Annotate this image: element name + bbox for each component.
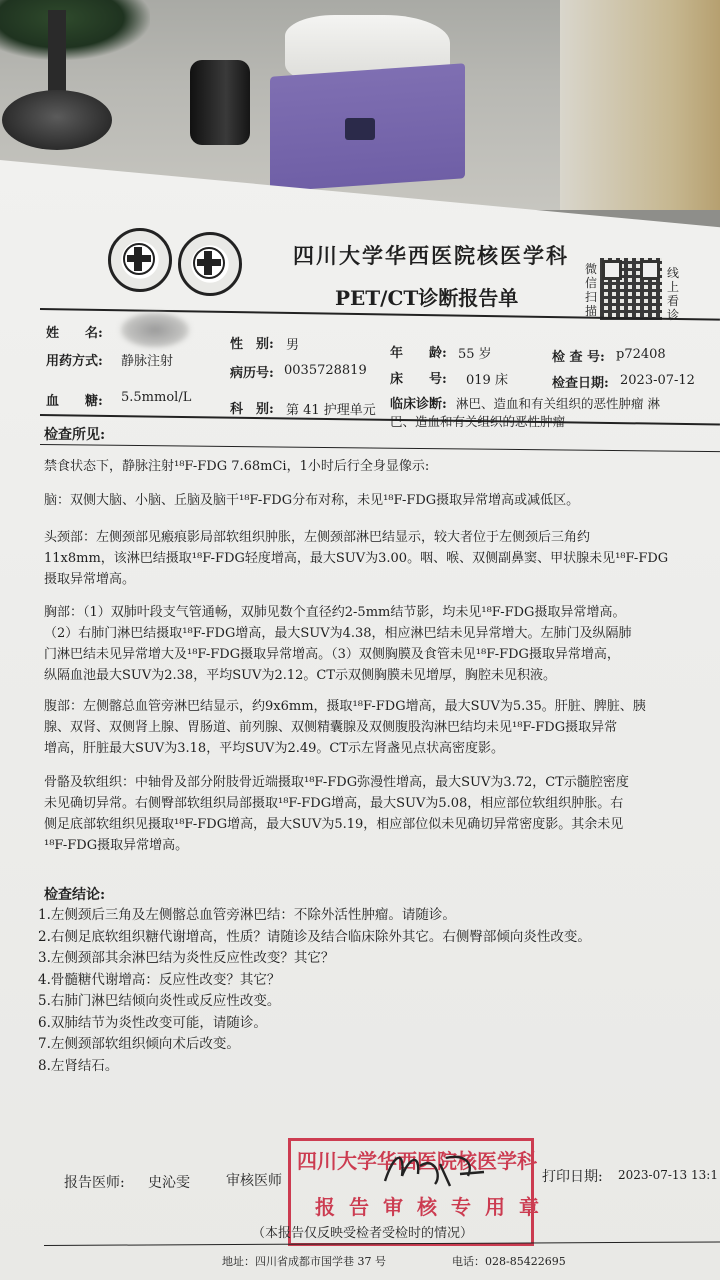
qr-label-right: 线 上 看 诊 — [666, 266, 679, 322]
hospital-phone: 电话：028-85422695 — [452, 1255, 566, 1268]
bed-value: 019 床 — [466, 373, 508, 388]
dept-label: 科 别: — [230, 402, 274, 417]
exam-no-label: 检 查 号: — [552, 350, 605, 365]
findings-brain: 脑：双侧大脑、小脑、丘脑及脑干¹⁸F-FDG分布对称，未见¹⁸F-FDG摄取异常增高或减低区。 — [44, 493, 580, 508]
route-value: 静脉注射 — [121, 354, 174, 369]
print-date-value: 2023-07-13 13:1 — [618, 1168, 718, 1182]
background-wall — [560, 0, 720, 210]
gender-value: 男 — [286, 338, 300, 353]
findings-heading: 检查所见: — [44, 427, 106, 443]
hospital-logo-left-icon — [108, 228, 172, 292]
diagnosis-label: 临床诊断: — [390, 397, 447, 412]
findings-fasting: 禁食状态下，静脉注射¹⁸F-FDG 7.68mCi，1小时后行全身显像示: — [44, 459, 430, 474]
findings-bone: 骨骼及软组织：中轴骨及部分附肢骨近端摄取¹⁸F-FDG弥漫性增高，最大SUV为3.72，CT示髓腔密度 未见确切异常。右侧臀部软组织局部摄取¹⁸F-FDG增高，最大SUV为5.08，相应部位软组织肿胀。右 侧足底部软组织见摄取¹⁸F-FDG增高，最大SUV为5.19，相应部位似未见确切异常密度影。其余未见 ¹⁸F-FDG摄取异常增高。 — [44, 775, 629, 853]
bed-label: 床 号: — [390, 372, 447, 387]
official-stamp: 四川大学华西医院核医学科 报告审核专用章 — [288, 1138, 534, 1246]
record-label: 病历号: — [230, 366, 274, 381]
hospital-title: 四川大学华西医院核医学科 — [293, 243, 569, 268]
glucose-label: 血 糖: — [46, 394, 103, 409]
conclusion-item: 6.双肺结节为炎性改变可能，请随诊。 — [38, 1014, 267, 1031]
conclusion-item: 5.右肺门淋巴结倾向炎性或反应性改变。 — [38, 993, 281, 1009]
conclusion-heading: 检查结论: — [44, 887, 106, 903]
report-title: PET/CT诊断报告单 — [335, 286, 519, 310]
record-value: 0035728819 — [284, 363, 367, 378]
qr-code-icon[interactable] — [600, 258, 662, 320]
findings-abdomen: 腹部：左侧髂总血管旁淋巴结显示，约9x6mm，摄取¹⁸F-FDG增高，最大SUV为5.35。肝脏、脾脏、胰 腺、双肾、双侧肾上腺、胃肠道、前列腺、双侧精囊腺及双侧腹股沟淋巴结均未见¹⁸F-FDG摄取异常 增高，肝脏最大SUV为3.18，平均SUV为2.49。CT示左肾盏见点状高密度影。 — [44, 699, 646, 756]
review-doctor-label: 审核医师 — [226, 1173, 282, 1189]
redacted-name-blur — [120, 312, 190, 348]
diagnosis-value-line2: 巴、造血和有关组织的恶性肿瘤 — [390, 414, 566, 429]
dept-value: 第 41 护理单元 — [286, 403, 376, 418]
report-doctor-name: 史沁雯 — [148, 1175, 190, 1191]
conclusion-item: 8.左肾结石。 — [38, 1057, 119, 1074]
hospital-logo-right-icon — [178, 232, 242, 296]
diagnosis-value-line1: 淋巴、造血和有关组织的恶性肿瘤 淋 — [456, 396, 660, 411]
report-doctor-label: 报告医师: — [64, 1175, 125, 1191]
exam-no-value: p72408 — [616, 347, 666, 362]
signature-icon — [380, 1146, 490, 1196]
qr-label-left: 微 信 扫 描 — [584, 262, 597, 318]
date-value: 2023-07-12 — [620, 373, 695, 388]
report-disclaimer: （本报告仅反映受检者受检时的情况） — [252, 1226, 474, 1241]
route-label: 用药方式: — [46, 354, 103, 369]
print-date-label: 打印日期: — [542, 1169, 603, 1185]
glucose-value: 5.5mmol/L — [121, 390, 192, 405]
conclusion-item: 3.左侧颈部其余淋巴结为炎性反应性改变？其它？ — [38, 950, 335, 966]
age-label: 年 龄: — [390, 346, 447, 361]
plant-decoration — [0, 0, 150, 60]
lamp-base — [2, 90, 112, 150]
findings-head-neck: 头颈部：左侧颈部见瘢痕影局部软组织肿胀，左侧颈部淋巴结显示，较大者位于左侧颈后三角约 11x8mm，该淋巴结摄取¹⁸F-FDG轻度增高，最大SUV为3.00。咽、喉、双侧副鼻窦、甲状腺未见¹⁸F-FDG 摄取异常增高。 — [44, 530, 669, 587]
gender-label: 性 别: — [230, 337, 274, 352]
conclusion-item: 4.骨髓糖代谢增高：反应性改变？其它？ — [38, 971, 281, 988]
findings-chest: 胸部：（1）双肺叶段支气管通畅，双肺见数个直径约2-5mm结节影，均未见¹⁸F-FDG摄取异常增高。 （2）右肺门淋巴结摄取¹⁸F-FDG增高，最大SUV为4.38，相应淋巴结未见异常增大。左肺门及纵隔肺 门淋巴结未见异常增大及¹⁸F-FDG摄取异常增高。（3）双侧胸膜及食管未见¹⁸F-FDG摄取异常增高， 纵隔血池最大SUV为2.38，平均SUV为2.12。CT示双侧胸膜未见增厚，胸腔未见积液。 — [44, 605, 632, 683]
black-cylinder-object — [190, 60, 250, 145]
conclusion-item: 2.右侧足底软组织糖代谢增高，性质？请随诊及结合临床除外其它。右侧臀部倾向炎性改变。 — [38, 928, 591, 945]
tissue-box-logo — [345, 118, 375, 140]
hospital-address: 地址：四川省成都市国学巷 37 号 电话：028-85422695 — [222, 1255, 566, 1268]
name-label: 姓 名: — [46, 326, 103, 341]
conclusion-item: 7.左侧颈部软组织倾向术后改变。 — [38, 1036, 240, 1052]
age-value: 55 岁 — [458, 347, 492, 362]
conclusion-item: 1.左侧颈后三角及左侧髂总血管旁淋巴结：不除外活性肿瘤。请随诊。 — [38, 907, 456, 923]
conclusion-list — [38, 905, 591, 1077]
date-label: 检查日期: — [552, 376, 609, 391]
